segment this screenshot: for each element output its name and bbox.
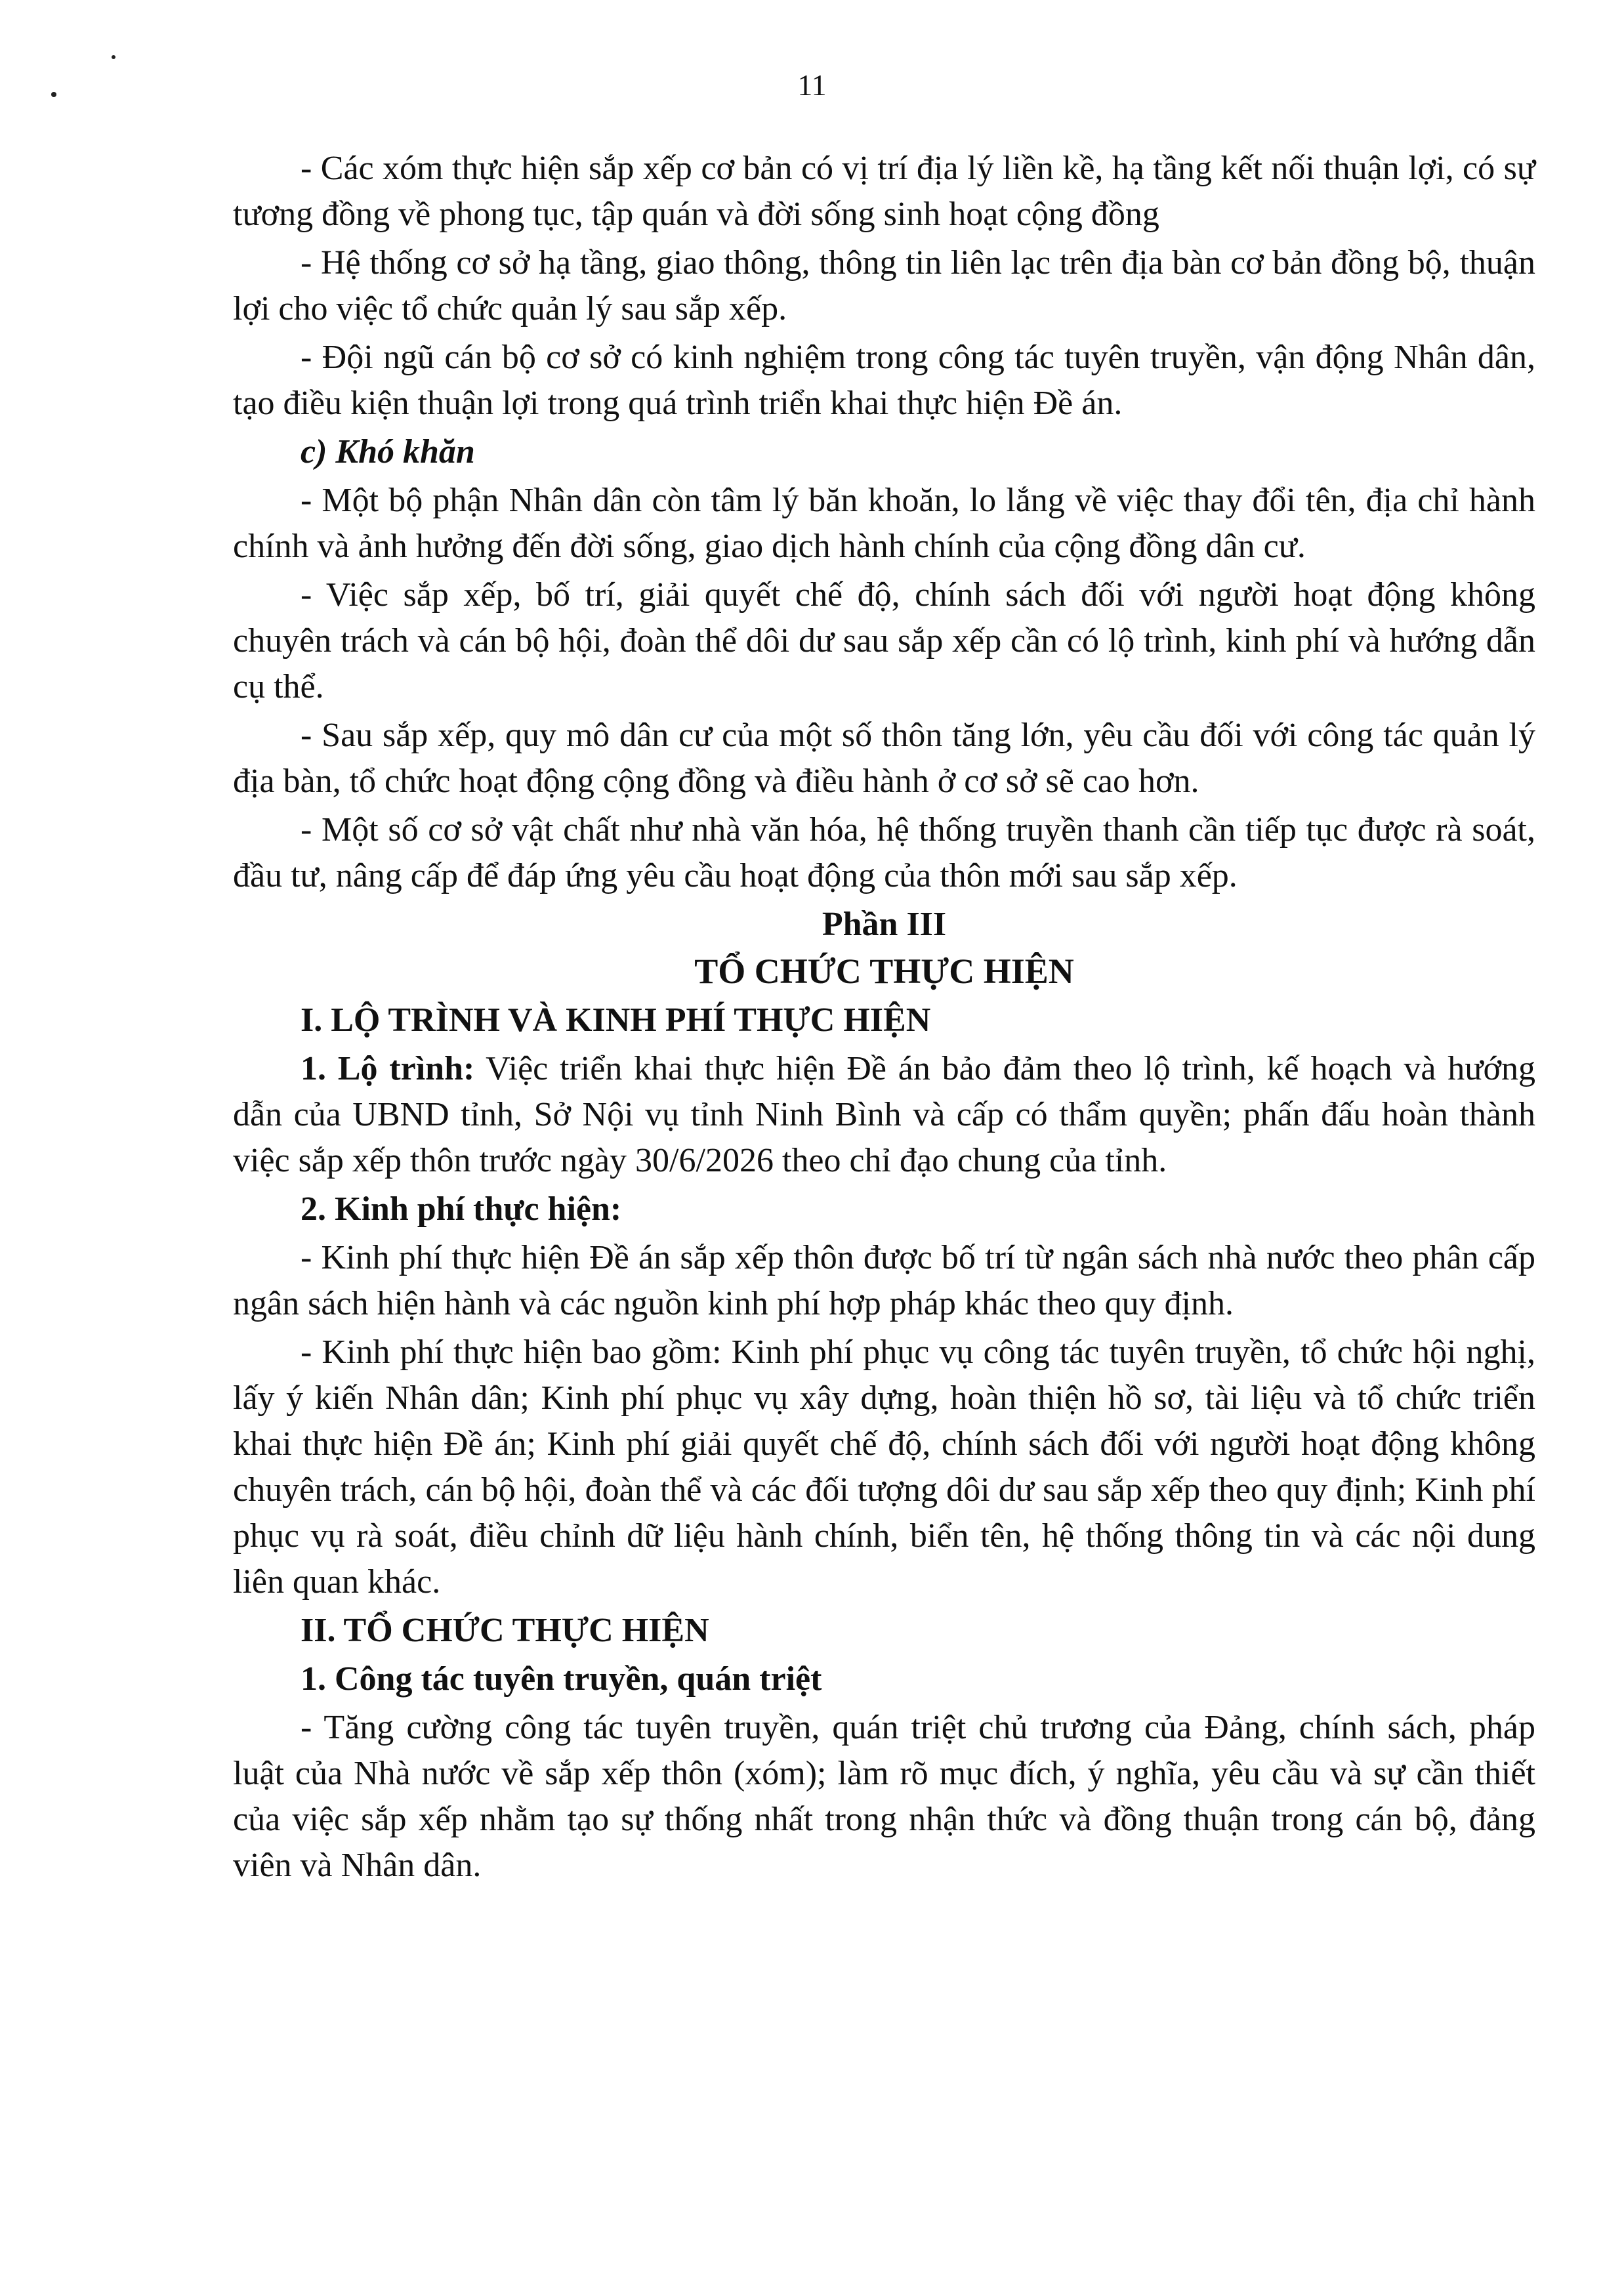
scan-speck <box>112 55 115 59</box>
difficulty-paragraph: - Một bộ phận Nhân dân còn tâm lý băn khoăn, lo lắng về việc thay đổi tên, địa chỉ hành chính và ảnh hưởng đến đời sống, giao dịch hành chính của cộng đồng dân cư. <box>233 482 1535 565</box>
advantage-paragraph: - Các xóm thực hiện sắp xếp cơ bản có vị trí địa lý liền kề, hạ tầng kết nối thuận lợi, có sự tương đồng về phong tục, tập quán và đời sống sinh hoạt cộng đồng <box>233 150 1535 233</box>
part-label: Phần III <box>822 906 947 943</box>
funding-paragraph: - Kinh phí thực hiện bao gồm: Kinh phí phục vụ công tác tuyên truyền, tổ chức hội nghị, lấy ý kiến Nhân dân; Kinh phí phục vụ xây dựng, hoàn thiện hồ sơ, tài liệu và tổ chức triển khai thực hiện Đề án; Kinh phí giải quyết chế độ, chính sách đối với người hoạt động không chuyên trách, cán bộ hội, đoàn thể và các đối tượng dôi dư sau sắp xếp theo quy định; Kinh phí phục vụ rà soát, điều chỉnh dữ liệu hành chính, biển tên, hệ thống thông tin và các nội dung liên quan khác. <box>233 1333 1535 1601</box>
roadmap-paragraph <box>233 1046 1535 1184</box>
advantage-paragraph: - Đội ngũ cán bộ cơ sở có kinh nghiệm trong công tác tuyên truyền, vận động Nhân dân, tạo điều kiện thuận lợi trong quá trình triển khai thực hiện Đề án. <box>233 339 1535 422</box>
roadmap-text: Việc triển khai thực hiện Đề án bảo đảm theo lộ trình, kế hoạch và hướng dẫn của UBND tỉnh, Sở Nội vụ tỉnh Ninh Bình và cấp có thẩm quyền; phấn đấu hoàn thành việc sắp xếp thôn trước ngày 30/6/2026 theo chỉ đạo chung của tỉnh. <box>233 1050 1535 1179</box>
advantage-paragraph: - Hệ thống cơ sở hạ tầng, giao thông, thông tin liên lạc trên địa bàn cơ bản đồng bộ, thuận lợi cho việc tổ chức quản lý sau sắp xếp. <box>233 244 1535 327</box>
roadmap-label: 1. Lộ trình: <box>301 1050 475 1087</box>
difficulties-heading: c) Khó khăn <box>301 433 475 471</box>
funding-heading: 2. Kinh phí thực hiện: <box>301 1190 622 1228</box>
subsection-heading: 1. Công tác tuyên truyền, quán triệt <box>301 1660 822 1698</box>
propaganda-paragraph: - Tăng cường công tác tuyên truyền, quán triệt chủ trương của Đảng, chính sách, pháp luật của Nhà nước về sắp xếp thôn (xóm); làm rõ mục đích, ý nghĩa, yêu cầu và sự cần thiết của việc sắp xếp nhằm tạo sự thống nhất trong nhận thức và đồng thuận trong cán bộ, đảng viên và Nhân dân. <box>233 1709 1535 1884</box>
difficulty-paragraph: - Sau sắp xếp, quy mô dân cư của một số thôn tăng lớn, yêu cầu đối với công tác quản lý địa bàn, tổ chức hoạt động cộng đồng và điều hành ở cơ sở sẽ cao hơn. <box>233 717 1535 800</box>
difficulty-paragraph: - Việc sắp xếp, bố trí, giải quyết chế độ, chính sách đối với người hoạt động không chuyên trách và cán bộ hội, đoàn thể dôi dư sau sắp xếp cần có lộ trình, kinh phí và hướng dẫn cụ thể. <box>233 576 1535 705</box>
difficulty-paragraph: - Một số cơ sở vật chất như nhà văn hóa, hệ thống truyền thanh cần tiếp tục được rà soát, đầu tư, nâng cấp để đáp ứng yêu cầu hoạt động của thôn mới sau sắp xếp. <box>233 811 1535 894</box>
page-number: 11 <box>797 68 827 102</box>
part-title: TỔ CHỨC THỰC HIỆN <box>694 952 1074 991</box>
section-heading: II. TỔ CHỨC THỰC HIỆN <box>301 1612 709 1649</box>
section-heading: I. LỘ TRÌNH VÀ KINH PHÍ THỰC HIỆN <box>301 1001 931 1039</box>
document-body <box>233 146 1535 1891</box>
funding-paragraph: - Kinh phí thực hiện Đề án sắp xếp thôn được bố trí từ ngân sách nhà nước theo phân cấp ngân sách hiện hành và các nguồn kinh phí hợp pháp khác theo quy định. <box>233 1239 1535 1322</box>
